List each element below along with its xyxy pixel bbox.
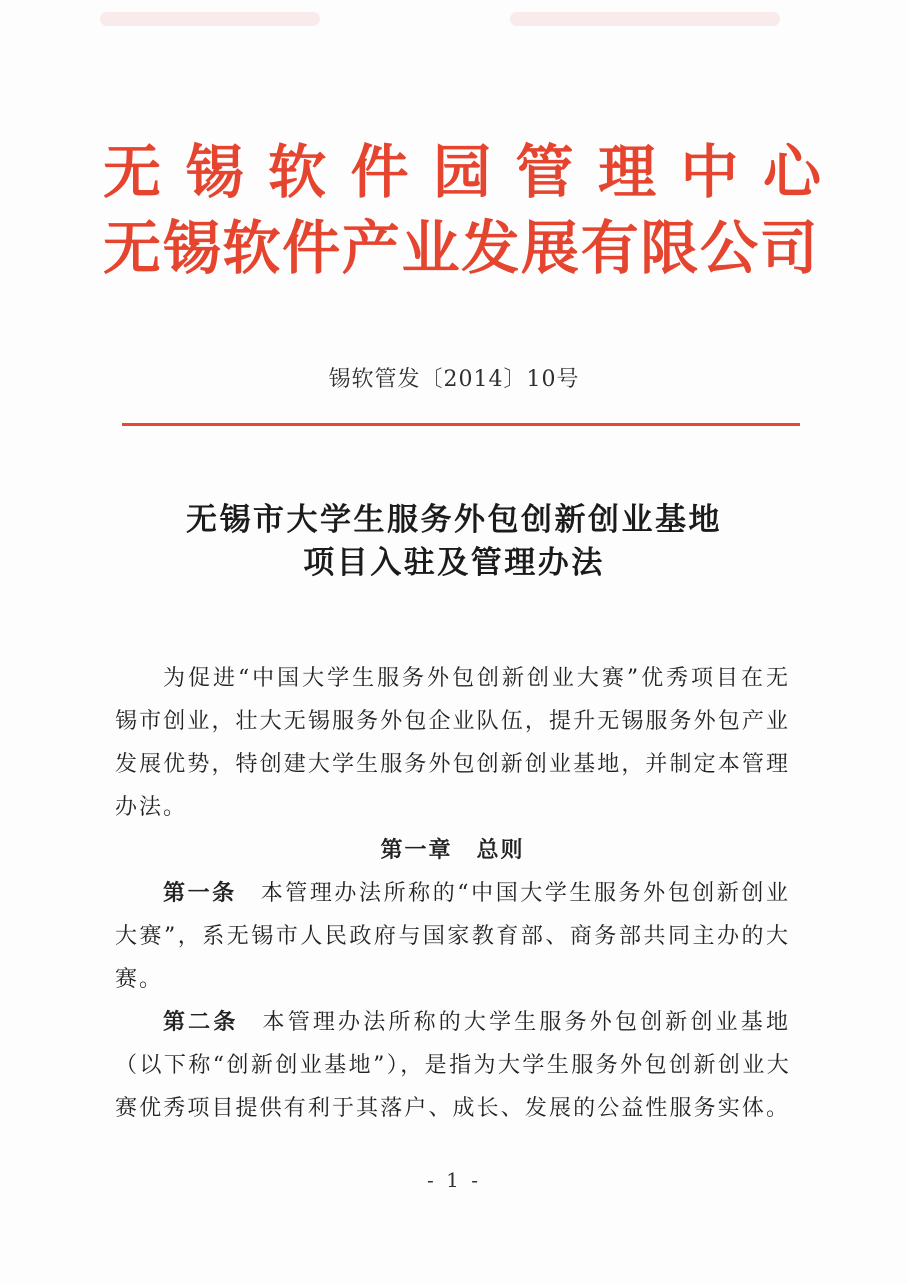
chapter-heading: 第一章 总则 — [380, 838, 525, 863]
article-label: 第一条 — [163, 881, 237, 906]
paragraph-line: （以下称“创新创业基地”），是指为大学生服务外包创新创业大 — [115, 1053, 790, 1078]
intro-paragraph — [115, 657, 790, 829]
paragraph-line: 赛。 — [115, 967, 164, 992]
paragraph-line: 大赛”，系无锡市人民政府与国家教育部、商务部共同主办的大 — [115, 924, 790, 949]
paragraph-line: 为促进“中国大学生服务外包创新创业大赛”优秀项目在无 — [163, 666, 790, 691]
document-title-line-2: 项目入驻及管理办法 — [303, 545, 605, 581]
document-title-line-1: 无锡市大学生服务外包创新创业基地 — [186, 502, 722, 538]
article-first-line — [115, 1001, 790, 1044]
issuer-name-line-1: 无锡软件园管理中心 — [103, 138, 846, 206]
article-first-line — [115, 872, 790, 915]
issuer-name-line-2: 无锡软件产业发展有限公司 — [103, 214, 820, 282]
article-label: 第二条 — [163, 1010, 239, 1035]
scan-artifact — [100, 12, 320, 26]
scan-artifact — [510, 12, 780, 26]
paragraph-line: 赛优秀项目提供有利于其落户、成长、发展的公益性服务实体。 — [115, 1096, 790, 1121]
document-body — [115, 657, 790, 1130]
paragraph-line: 锡市创业，壮大无锡服务外包企业队伍，提升无锡服务外包产业 — [115, 709, 790, 734]
article-2 — [115, 1001, 790, 1130]
document-number: 锡软管发〔2014〕10号 — [328, 367, 580, 392]
article-text: 本管理办法所称的大学生服务外包创新创业基地 — [262, 1010, 790, 1035]
article-text: 本管理办法所称的“中国大学生服务外包创新创业 — [260, 881, 790, 906]
paragraph-line: 办法。 — [115, 795, 188, 820]
page-number: - 1 - — [427, 1168, 481, 1192]
paragraph-line: 发展优势，特创建大学生服务外包创新创业基地，并制定本管理 — [115, 752, 790, 777]
article-1 — [115, 872, 790, 1001]
red-divider-rule — [122, 423, 800, 426]
